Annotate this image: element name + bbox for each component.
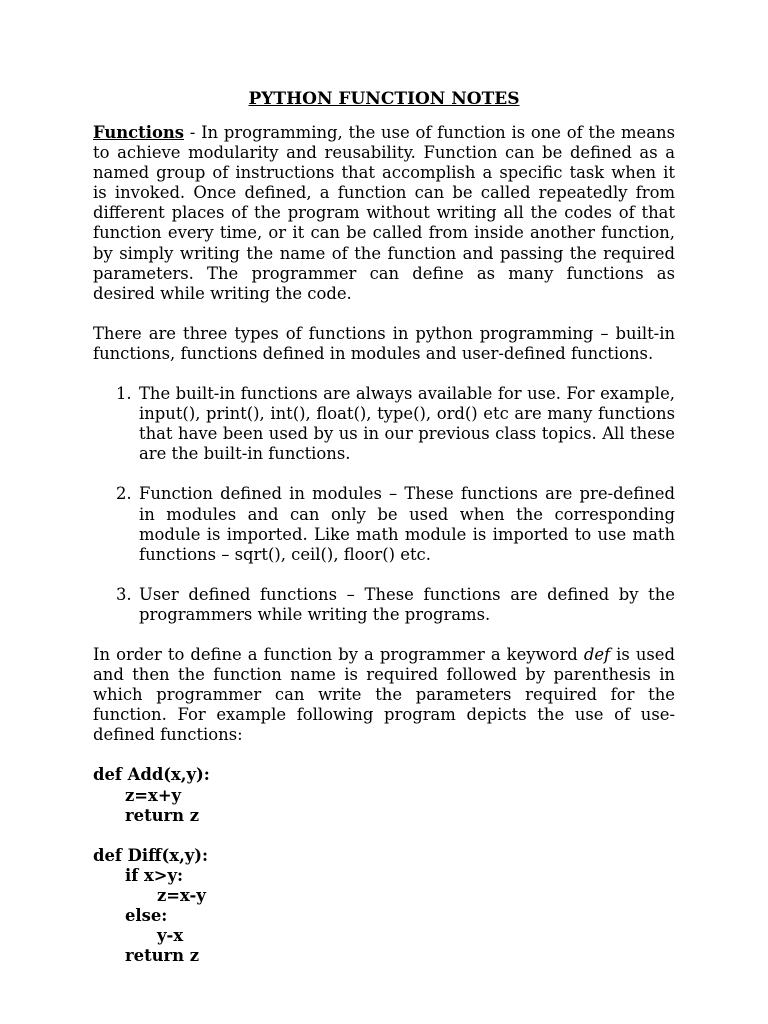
code-line: return z [125,946,200,966]
intro-text: - In programming, the use of function is one of the means to achieve modularity and reusability. Function can be defined as a named group of instructions that accomplish a specific task when it is invoked. Once defined, a function can be called repeatedly from different places of the program without writing all the codes of that function every time, or it can be called from inside another function, by simply writing the name of the function and passing the required parameters. The programmer can define as many functions as desired while writing the code. [93,123,675,303]
define-paragraph [93,645,675,745]
functions-term: Functions [93,123,185,142]
list-number: 1. [116,384,132,404]
list-number: 3. [116,584,132,604]
function-types-list [93,384,675,625]
code-add-function [93,765,675,825]
code-line: if x>y: [125,865,184,885]
code-line: else: [125,906,168,925]
intro-paragraph [93,123,675,304]
list-item [93,384,675,464]
define-text-before: In order to define a function by a programmer a keyword [93,644,584,664]
list-text: The built-in functions are always available for use. For example, input(), print(), int(), float(), type(), ord() etc are many functions that have been used by us in our previous class topics. All these are the built-in functions. [139,384,675,464]
code-line: z=x+y [125,785,182,805]
define-text-after: is used and then the function name is required followed by parenthesis in which programmer can write the parameters required for the function. For example following program depicts the use of use-defined functions: [93,644,676,745]
page-title: PYTHON FUNCTION NOTES [248,89,520,109]
code-diff-function [93,846,675,967]
types-paragraph: There are three types of functions in python programming – built-in functions, functions defined in modules and user-defined functions. [93,323,675,363]
code-line: z=x-y [157,885,206,905]
def-keyword: def [583,644,611,664]
list-item [93,484,675,564]
list-text: Function defined in modules – These functions are pre-defined in modules and can only be used when the corresponding module is imported. Like math module is imported to use math functions – sqrt(), ceil(), floor() etc. [139,484,675,564]
code-line: def Diff(x,y): [93,845,209,865]
code-line: return z [125,805,200,825]
list-text: User defined functions – These functions are defined by the programmers while writing the programs. [139,584,675,624]
list-item [93,585,675,625]
code-line: def Add(x,y): [93,765,210,785]
code-line: y-x [157,926,184,946]
list-number: 2. [116,484,132,504]
